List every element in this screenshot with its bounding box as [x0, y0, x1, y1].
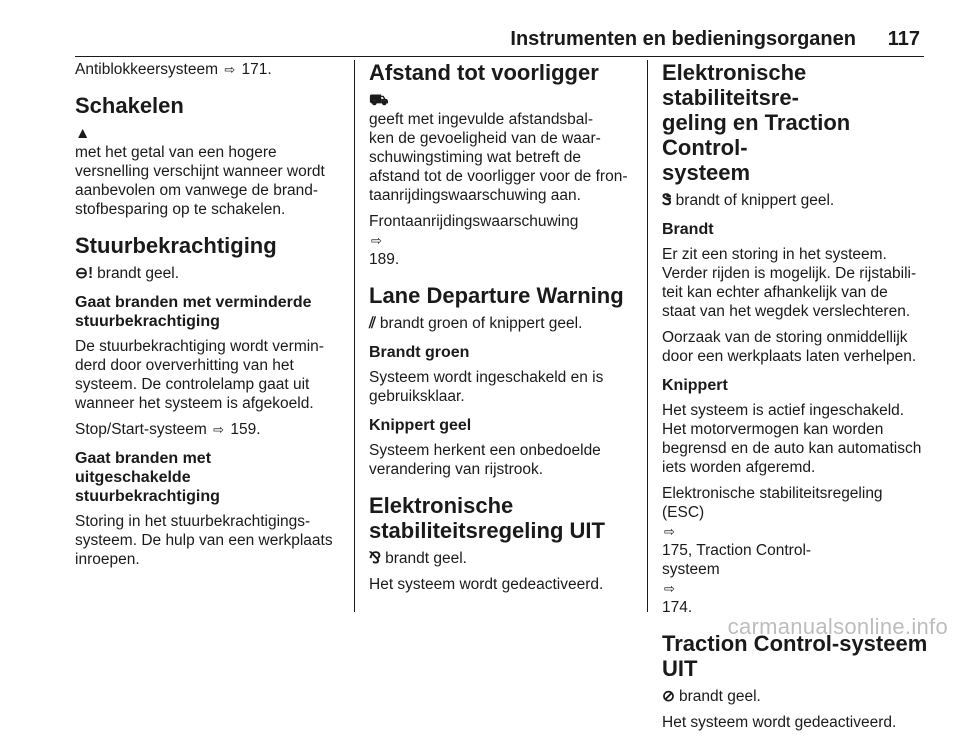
afstand-text: ⛟ geeft met ingevulde afstandsbal- ken de gevoeligheid van de waar- schuwingstiming wat betreft de afstand tot de voorligger voor de fron- taanrijdingswaarschuwing aan.: [369, 91, 637, 205]
lane-paragraph-1: Systeem wordt ingeschakeld en is gebruiksklaar.: [369, 369, 604, 405]
esc-uit-paragraph: Het systeem wordt gedeactiveerd.: [369, 576, 604, 593]
page-header: [0, 22, 960, 52]
page-ref-arrow-icon: ⇨: [224, 62, 236, 77]
section-heading-lane: Lane Departure Warning: [369, 283, 624, 308]
page-ref-link[interactable]: 189.: [369, 251, 400, 268]
frontaanrijding-reference: Frontaanrijdingswaarschuwing ⇨ 189.: [369, 212, 637, 269]
column-divider: [647, 60, 648, 612]
esc-icon: Ꮥ: [662, 192, 672, 209]
column-left: [75, 60, 345, 576]
lane-status: ⫽ brandt groen of knippert geel.: [369, 315, 583, 332]
column-divider: [354, 60, 355, 612]
stuur-paragraph: De stuurbekrachtiging wordt vermin- derd door oververhitting van het systeem. De controlelamp gaat uit wanneer het systeem is afgekoeld.: [75, 338, 324, 412]
tc-off-icon: ⊘: [662, 688, 675, 705]
page-ref-arrow-icon: ⇨: [213, 422, 225, 437]
tc-uit-paragraph: Het systeem wordt gedeactiveerd.: [662, 714, 897, 731]
esc-references: Elektronische stabiliteitsregeling (ESC) ⇨ 175, Traction Control- systeem ⇨ 174.: [662, 484, 928, 617]
lane-departure-icon: ⫽: [369, 315, 376, 332]
section-heading-esc-uit: Elektronische stabiliteitsregeling UIT: [369, 493, 605, 543]
stopstart-reference: Stop/Start-systeem ⇨ 159.: [75, 421, 261, 438]
esc-paragraph-2: Oorzaak van de storing onmiddellijk door een werkplaats laten verhelpen.: [662, 329, 917, 365]
subheading-knippert-geel: Knippert geel: [369, 417, 472, 434]
stuur-status: ⊖! brandt geel.: [75, 265, 180, 282]
column-middle: [369, 60, 637, 601]
distance-icon: ⛟: [369, 92, 389, 109]
page-ref-link[interactable]: 174.: [662, 599, 693, 616]
lane-paragraph-2: Systeem herkent een onbedoelde verandering van rijstrook.: [369, 442, 601, 478]
page-ref-arrow-icon: ⇨: [371, 233, 382, 248]
page-ref-link[interactable]: 175, Traction Control-: [662, 542, 812, 559]
page-ref-arrow-icon: ⇨: [664, 524, 675, 539]
watermark: carmanualsonline.info: [727, 614, 948, 639]
upshift-icon: ▲: [75, 125, 91, 142]
section-heading-afstand: Afstand tot voorligger: [369, 60, 599, 85]
stuur-paragraph-2: Storing in het stuurbekrachtigings- systeem. De hulp van een werkplaats inroepen.: [75, 513, 333, 568]
page-ref-link[interactable]: 171.: [241, 61, 272, 78]
chapter-title: Instrumenten en bedieningsorganen: [510, 28, 856, 50]
tc-uit-status: ⊘ brandt geel.: [662, 688, 761, 705]
esc-tc-status: Ꮥ brandt of knippert geel.: [662, 192, 835, 209]
esc-off-icon: ⅋: [369, 550, 382, 567]
section-heading-esc-tc: Elektronische stabiliteitsre- geling en Traction Control- systeem: [662, 60, 851, 185]
section-heading-stuurbekrachtiging: Stuurbekrachtiging: [75, 233, 277, 258]
subheading-brandt-groen: Brandt groen: [369, 344, 470, 361]
page-number: 117: [887, 28, 920, 50]
subheading-brandt: Brandt: [662, 221, 714, 238]
esc-paragraph-1: Er zit een storing in het systeem. Verder rijden is mogelijk. De rijstabili- teit kan echter afhankelijk van de staat van het wegdek verslechteren.: [662, 246, 917, 320]
schakelen-text: ▲ met het getal van een hogere versnelling verschijnt wanneer wordt aanbevolen om vanwege de brand- stofbesparing op te schakelen.: [75, 124, 345, 219]
abs-reference: Antiblokkeersysteem ⇨ 171.: [75, 61, 272, 78]
subheading-knippert: Knippert: [662, 377, 728, 394]
page-ref-arrow-icon: ⇨: [664, 581, 675, 596]
header-rule: [75, 56, 924, 57]
esc-uit-status: ⅋ brandt geel.: [369, 550, 467, 567]
subheading-verminderd: Gaat branden met verminderde stuurbekrachtiging: [75, 294, 312, 330]
section-heading-tc-uit: Traction Control-systeem UIT: [662, 631, 928, 681]
esc-paragraph-3: Het systeem is actief ingeschakeld. Het motorvermogen kan worden begrensd en de auto kan automatisch iets worden afgeremd.: [662, 402, 922, 476]
page-ref-link[interactable]: 159.: [230, 421, 261, 438]
section-heading-schakelen: Schakelen: [75, 93, 184, 118]
steering-warning-icon: ⊖!: [75, 265, 94, 282]
subheading-uitgeschakeld: Gaat branden met uitgeschakelde stuurbekrachtiging: [75, 450, 220, 505]
